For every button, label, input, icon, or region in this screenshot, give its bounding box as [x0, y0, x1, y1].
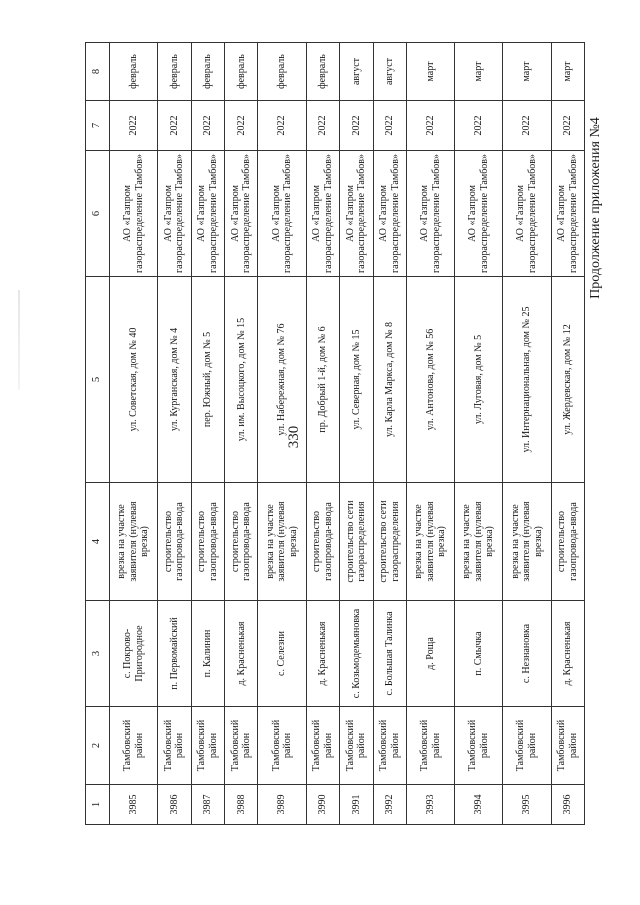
cell-month: февраль [110, 43, 158, 101]
cell-number: 3988 [225, 785, 258, 825]
table-row [306, 43, 339, 825]
scan-artifact [18, 290, 20, 390]
cell-organization: АО «Газпром газораспределение Тамбов» [373, 151, 406, 277]
cell-month: февраль [258, 43, 306, 101]
cell-work-type: строительство сети газораспределения [373, 483, 406, 601]
cell-settlement: с. Покрово-Пригородное [110, 601, 158, 707]
cell-month: март [551, 43, 584, 101]
cell-district: Тамбовский район [373, 707, 406, 785]
table-row [340, 43, 373, 825]
cell-settlement: п. Калинин [191, 601, 224, 707]
cell-work-type: врезка на участке заявителя (нулевая врезка) [258, 483, 306, 601]
cell-settlement: с. Козьмодемьяновка [340, 601, 373, 707]
cell-settlement: с. Селезни [258, 601, 306, 707]
cell-organization: АО «Газпром газораспределение Тамбов» [503, 151, 551, 277]
cell-organization: АО «Газпром газораспределение Тамбов» [551, 151, 584, 277]
cell-work-type: врезка на участке заявителя (нулевая врезка) [110, 483, 158, 601]
cell-organization: АО «Газпром газораспределение Тамбов» [225, 151, 258, 277]
cell-address: ул. Жердевская, дом № 12 [551, 277, 584, 483]
cell-settlement: д. Красненькая [551, 601, 584, 707]
cell-settlement: д. Роща [406, 601, 454, 707]
cell-month: февраль [306, 43, 339, 101]
cell-year: 2022 [258, 101, 306, 151]
cell-address: ул. Антонова, дом № 56 [406, 277, 454, 483]
column-header: 4 [86, 483, 110, 601]
cell-number: 3994 [455, 785, 503, 825]
cell-year: 2022 [406, 101, 454, 151]
cell-year: 2022 [455, 101, 503, 151]
cell-work-type: строительство сети газораспределения [340, 483, 373, 601]
cell-settlement: п. Смычка [455, 601, 503, 707]
cell-month: март [503, 43, 551, 101]
cell-number: 3995 [503, 785, 551, 825]
cell-year: 2022 [225, 101, 258, 151]
column-header: 5 [86, 277, 110, 483]
cell-district: Тамбовский район [503, 707, 551, 785]
header-row [86, 43, 110, 825]
cell-address: ул. Интернациональная, дом № 25 [503, 277, 551, 483]
column-header: 3 [86, 601, 110, 707]
cell-year: 2022 [373, 101, 406, 151]
column-header: 6 [86, 151, 110, 277]
cell-address: ул. Карла Маркса, дом № 8 [373, 277, 406, 483]
cell-year: 2022 [158, 101, 191, 151]
table-row [258, 43, 306, 825]
cell-district: Тамбовский район [225, 707, 258, 785]
column-header: 7 [86, 101, 110, 151]
cell-work-type: строительство газопровода-ввода [191, 483, 224, 601]
cell-work-type: врезка на участке заявителя (нулевая врезка) [406, 483, 454, 601]
cell-number: 3992 [373, 785, 406, 825]
page-number: 330 [286, 425, 302, 449]
cell-work-type: врезка на участке заявителя (нулевая врезка) [503, 483, 551, 601]
cell-work-type: строительство газопровода-ввода [551, 483, 584, 601]
cell-address: пр. Добрый 1-й, дом № 6 [306, 277, 339, 483]
cell-number: 3989 [258, 785, 306, 825]
cell-number: 3993 [406, 785, 454, 825]
cell-year: 2022 [340, 101, 373, 151]
cell-organization: АО «Газпром газораспределение Тамбов» [406, 151, 454, 277]
cell-district: Тамбовский район [406, 707, 454, 785]
cell-number: 3985 [110, 785, 158, 825]
continuation-title: Продолжение приложения №4 [588, 117, 603, 299]
cell-year: 2022 [110, 101, 158, 151]
column-header: 8 [86, 43, 110, 101]
cell-year: 2022 [306, 101, 339, 151]
cell-settlement: д. Красненькая [306, 601, 339, 707]
cell-month: март [455, 43, 503, 101]
cell-settlement: п. Первомайский [158, 601, 191, 707]
table-row [373, 43, 406, 825]
cell-month: февраль [158, 43, 191, 101]
cell-district: Тамбовский район [551, 707, 584, 785]
cell-organization: АО «Газпром газораспределение Тамбов» [158, 151, 191, 277]
cell-address: ул. Луговая, дом № 5 [455, 277, 503, 483]
cell-district: Тамбовский район [158, 707, 191, 785]
cell-month: август [340, 43, 373, 101]
cell-district: Тамбовский район [455, 707, 503, 785]
cell-month: август [373, 43, 406, 101]
cell-number: 3991 [340, 785, 373, 825]
cell-organization: АО «Газпром газораспределение Тамбов» [258, 151, 306, 277]
table-row [110, 43, 158, 825]
cell-number: 3990 [306, 785, 339, 825]
cell-district: Тамбовский район [110, 707, 158, 785]
table-row [225, 43, 258, 825]
cell-address: ул. им. Высоцкого, дом № 15 [225, 277, 258, 483]
cell-organization: АО «Газпром газораспределение Тамбов» [306, 151, 339, 277]
cell-number: 3996 [551, 785, 584, 825]
table-row [158, 43, 191, 825]
cell-year: 2022 [191, 101, 224, 151]
cell-year: 2022 [551, 101, 584, 151]
cell-work-type: врезка на участке заявителя (нулевая врезка) [455, 483, 503, 601]
cell-month: март [406, 43, 454, 101]
cell-organization: АО «Газпром газораспределение Тамбов» [340, 151, 373, 277]
cell-organization: АО «Газпром газораспределение Тамбов» [191, 151, 224, 277]
cell-district: Тамбовский район [258, 707, 306, 785]
column-header: 1 [86, 785, 110, 825]
cell-number: 3987 [191, 785, 224, 825]
cell-address: ул. Северная, дом № 15 [340, 277, 373, 483]
cell-number: 3986 [158, 785, 191, 825]
gasification-table [85, 42, 585, 825]
table-row [455, 43, 503, 825]
table-row [551, 43, 584, 825]
cell-address: ул. Советская, дом № 40 [110, 277, 158, 483]
column-header: 2 [86, 707, 110, 785]
table-row [406, 43, 454, 825]
cell-address: пер. Южный, дом № 5 [191, 277, 224, 483]
cell-organization: АО «Газпром газораспределение Тамбов» [110, 151, 158, 277]
cell-district: Тамбовский район [306, 707, 339, 785]
cell-settlement: д. Красненькая [225, 601, 258, 707]
table-container [85, 43, 585, 825]
cell-year: 2022 [503, 101, 551, 151]
cell-settlement: с. Незнановка [503, 601, 551, 707]
table-row [503, 43, 551, 825]
cell-organization: АО «Газпром газораспределение Тамбов» [455, 151, 503, 277]
cell-address: ул. Курганская, дом № 4 [158, 277, 191, 483]
cell-address: ул. Набережная, дом № 76 [258, 277, 306, 483]
cell-work-type: строительство газопровода-ввода [225, 483, 258, 601]
cell-work-type: строительство газопровода-ввода [158, 483, 191, 601]
cell-district: Тамбовский район [191, 707, 224, 785]
cell-district: Тамбовский район [340, 707, 373, 785]
cell-month: февраль [225, 43, 258, 101]
cell-work-type: строительство газопровода-ввода [306, 483, 339, 601]
cell-month: февраль [191, 43, 224, 101]
table-row [191, 43, 224, 825]
cell-settlement: с. Большая Талинка [373, 601, 406, 707]
